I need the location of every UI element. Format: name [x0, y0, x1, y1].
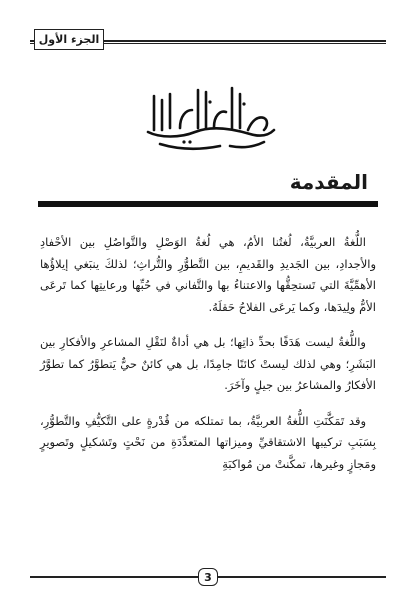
paragraph-3: وقد تَمَكَّنَتِ اللُّغةُ العربيَّةُ، بما تمتلكه من قُدْرةٍ على التَّكيُّفِ والتَّطوُّرِ، بِسَبَبِ تركيبها الاشتقاقيِّ وميزاتها المتعدِّدَةِ من نَحْتٍ وتَشكيلٍ وتَصويرٍ ومَجازٍ وغيرها، تمكَّنتْ من مُواكبَةِ	[40, 413, 376, 471]
basmala-text: بسم الله الرحمن الرحيم	[204, 124, 216, 125]
body-text	[40, 232, 376, 489]
paragraph-2: واللُّغةُ ليست هَدَفًا بحدِّ ذاتِها؛ بل هي أداةٌ لنَقْلِ المشاعرِ والأفكارِ بين البَشَرِ؛ وهي لذلك ليستْ كائنًا جامِدًا، بل هي كائنٌ حيٌّ يَتطوَّرُ كما تطوَّرُ الأفكارُ والمشاعرُ بين جيلٍ وآخَرَ.	[40, 335, 376, 392]
section-title: المقدمة	[289, 170, 368, 194]
paragraph-1: اللُّغةُ العربيَّةُ، لُغتُنا الأمُ، هي لُغةُ الوَصْلِ والتَّواصُلِ بين الأحْفادِ والأجدادِ، بين الجَديدِ والقَديمِ، بين التَّطوُّرِ والتُّراثِ؛ لذلكَ ينبَغي إيلاؤُها الأهمِّيَّةَ التي تَستحِقُّها والاعتناءُ بها والتَّفاني في حُبِّها ورعايتِها كما تَرعَى الأمُّ ولِيدَها، وكما يَرعَى الفلاحُ حَقلَهُ.	[40, 235, 376, 314]
part-label: الجزء الأول	[34, 29, 104, 50]
title-rule	[38, 201, 378, 207]
basmala-calligraphy-icon	[140, 80, 280, 155]
page-number: 3	[198, 568, 218, 586]
basmala-calligraphy	[140, 80, 280, 155]
